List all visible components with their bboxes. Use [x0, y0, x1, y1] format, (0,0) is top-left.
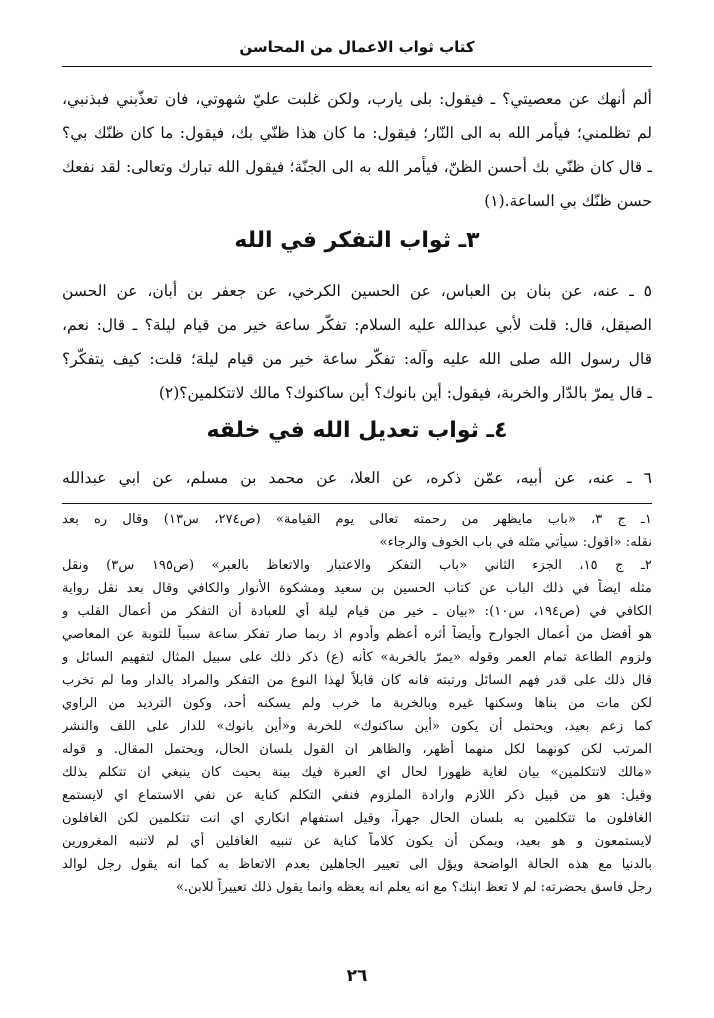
hadith-line: قال رسول الله صلى الله عليه وآله: تفكّر ساعة خير من قيام ليلة؛ قلت: كيف يتفكّر؟ — [62, 350, 652, 368]
section-heading: ٣ـ ثواب التفكر في الله — [234, 228, 480, 253]
footnote-line: لكن مات من بناها وسكنها غيره وبالخربة ما خرب ولم يسكنه أحد، وكون الترديد من الراوي — [62, 696, 652, 711]
header-rule — [62, 66, 652, 67]
hadith-line: ـ قال يمرّ بالدّار والخربة، فيقول: أين بانوك؟ أين ساكنوك؟ مالك لاتتكلمين؟(٢) — [158, 384, 652, 402]
page-number: ٢٦ — [346, 966, 368, 986]
footnote-line: الكافي في (ص١٩٤، س١٠): «بيان ـ خير من قيام ليلة أي للعبادة أن التفكر من أعمال القلب و — [62, 604, 652, 619]
footnote-line: «مالك لاتتكلمين» بيان لغاية ظهورا لحال اي العبرة فيك بينة بحيث كان ينبغي ان تتكلم بذلك — [62, 765, 652, 780]
footnote-line: ١ـ ج ٣، «باب مايظهر من رحمته تعالى يوم القيامة» (ص٢٧٤، س١٣) وقال ره بعد — [62, 512, 652, 527]
hadith-line: الصيقل، قال: قلت لأبي عبدالله عليه السلام: تفكّر ساعة خير من قيام ليلة؟ ـ قال: نعم، — [62, 316, 652, 334]
footnote-line: ولزوم الطاعة تمام العمر وقوله «يمرّ بالخربة» كأنه (ع) ذكر ذلك على سبيل المثال لتفهيم السائل و — [62, 650, 652, 665]
body-line: حسن ظنّك بي الساعة.(١) — [484, 192, 652, 210]
footnote-line: نقله: «اقول: سيأتي مثله في باب الخوف والرجاء» — [379, 535, 652, 550]
footnote-line: قال ذلك على قدر فهم السائل ورتبته فانه كان قابلاً لهذا النوع من التفكر والمراد بالدار وما لم تخرب — [62, 673, 652, 688]
footnote-line: لايستمعون و هو بعيد، ويمكن أن يكون كلاماً كناية عن تنبيه الغافلين أي لم لاتنبه المغرورين — [62, 834, 652, 849]
footnote-line: بالدنيا مع هذه الحالة الواضحة ويؤل الى تعيير الجاهلين بعدم الاتعاظ به كما انه يقول رجل لوالد — [62, 857, 652, 872]
section-heading: ٤ـ ثواب تعديل الله في خلقه — [206, 418, 508, 443]
footnote-line: كما زعم بعيد، ويحتمل أن يكون «أين ساكنوك» للخربة و«أين بانوك» للدار على اللف والنشر — [62, 719, 652, 734]
footnote-line: مثله ايضاً في ذلك الباب عن كتاب الحسين بن سعيد ومشكوة الأنوار والكافي وقال بعد نقل رواية — [62, 581, 652, 596]
hadith-line: ٦ ـ عنه، عن أبيه، عمّن ذكره، عن العلا، عن محمد بن مسلم، عن ابي عبدالله — [62, 469, 652, 487]
body-line: ـ قال كان ظنّي بك أحسن الظنّ، فيأمر الله به الى الجنّة؛ فيقول الله تبارك وتعالى: لقد نفعك — [62, 158, 652, 176]
hadith-line: ٥ ـ عنه، عن بنان بن العباس، عن الحسين الكرخي، عن جعفر بن أبان، عن الحسن — [62, 282, 652, 300]
footnote-line: ٢ـ ج ١٥، الجزء الثاني «باب التفكر والاعتبار والاتعاظ بالعبر» (ص١٩٥ س٣) ونقل — [62, 558, 652, 573]
body-line: لم تظلمني؛ فيأمر الله به الى النّار؛ فيقول: ما كان هذا ظنّي بك، فيقول: ما كان ظنّك بي؟ — [62, 124, 652, 142]
footnote-rule — [62, 503, 652, 504]
running-head: كتاب ثواب الاعمال من المحاسن — [239, 38, 475, 56]
footnote-line: وقيل: هو من قبيل ذكر اللازم وارادة الملزوم فنفي التكلم كناية عن نفي الاستماع اي لايستمع — [62, 788, 652, 803]
footnote-line: الغافلون ما تتكلمين به بلسان الحال جهراً، وقيل استفهام انكاري اي انت تتكلمين لكن الغافلون — [62, 811, 652, 826]
footnote-line: هو أفضل من أعمال الجوارح وأيضاً أثره أعظم وأدوم اذ ربما صار تفكر ساعة سبباً للتوبة عن المعاصي — [62, 627, 652, 642]
footnote-line: رجل فاسق بحضرته: لم لا تعظ ابنك؟ مع انه يعلم انه يعظه وانما يقول ذلك تعييراً للابن.» — [175, 880, 652, 895]
footnote-line: المرتب لكن كونهما لكل منهما أظهر، والظاهر ان القول بلسان الحال، ويحتمل المقال. و قوله — [62, 742, 652, 757]
body-line: ألم أنهك عن معصيتي؟ ـ فيقول: بلى يارب، ولكن غلبت عليّ شهوتي، فان تعذّبني فبذنبي، — [62, 90, 652, 108]
